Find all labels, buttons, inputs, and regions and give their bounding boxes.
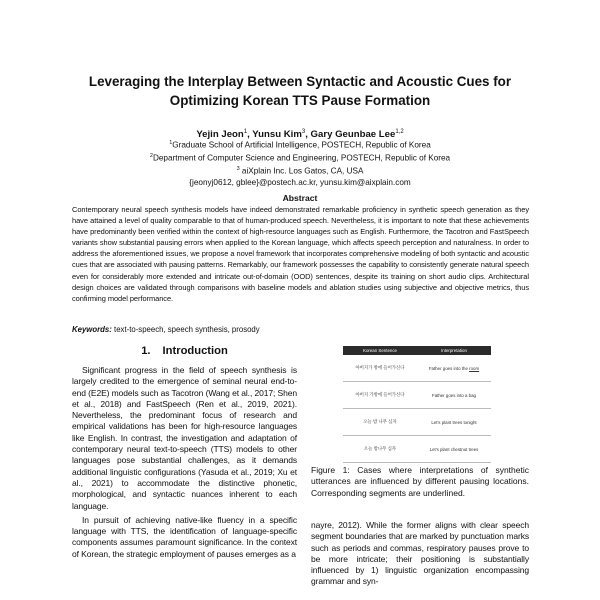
korean-sentence: 아버지가 방에 들어가신다 [343,355,417,382]
figure-row [343,409,491,436]
author-affil-sup: 1 [243,129,248,135]
figure-caption: Figure 1: Cases where interpretations of synthetic utterances are influenced by different pausing locations. Corresponding segments are underlined. [311,465,529,498]
title-line-1: Leveraging the Interplay Between Syntactic and Acoustic Cues for [88,74,512,89]
figure-row [343,382,491,409]
author-name: Yejin Jeon [196,129,244,141]
paper-title [40,72,560,110]
figure-header-row [343,346,491,355]
left-column-text [72,365,297,560]
figure-row [343,436,491,463]
interpretation: Let's plant trees tonight [417,409,491,436]
affiliations [40,138,560,188]
intro-paragraph-2: In pursuit of achieving native-like fluency in a specific language with TTS, the identification of language-specific components assumes paramount significance. In the context of Korean, the strategic employment of pauses emerges as a [72,514,297,559]
keywords-label: Keywords: [72,325,112,334]
affil-sup: 2 [149,153,153,160]
affiliation [40,164,560,177]
section-number: 1. [141,345,151,357]
keywords-text: text-to-speech, speech synthesis, prosody [114,325,260,334]
figure-row [343,355,491,382]
figure-header-left: Korean Sentence [343,346,417,355]
section-heading [72,345,297,357]
interpretation [417,382,491,409]
affil-text: aiXplain Inc. Los Gatos, CA, USA [241,166,364,176]
interp-text: Father goes into a [432,392,469,398]
interp-text: Father goes into the [428,365,470,371]
author-affil-sup: 1,2 [395,129,404,135]
keywords-line [72,325,529,334]
interp-underlined: room [469,365,480,371]
korean-sentence: 오늘 밤 나무 심자 [343,409,417,436]
abstract-heading: Abstract [282,193,318,203]
email-line: {jeonyj0612, gblee}@postech.ac.kr, yunsu.kim@aixplain.com [189,178,411,188]
abstract-text: Contemporary neural speech synthesis models have indeed demonstrated remarkable proficiency in synthetic speech generation as they have attained a level of quality comparable to that of human-produced speech. Nevertheless, it is important to note that these achievements have predominantly been verified within the context of high-resource languages such as English. Furthermore, the Tacotron and FastSpeech variants show substantial pausing errors when applied to the Korean language, which affects speech perception and naturalness. In order to address the aforementioned issues, we propose a novel framework that incorporates comprehensive modeling of both syntactic and acoustic cues that are associated with pausing patterns. Remarkably, our framework possesses the capability to consistently generate natural speech even for considerably more extended and intricate out-of-domain (OOD) sentences, despite its training on short audio clips. Architectural design choices are validated through comparisons with baseline models and ablation studies using subjective and objective metrics, thus confirming model performance. [72,205,529,303]
author-list: Yejin Jeon$^1$, Yunsu Kim$^3$, Gary Geunbae Lee$^{1,2}$ [196,129,404,141]
section-title: Introduction [162,345,228,357]
interpretation: Let's plant chestnut trees [417,436,491,463]
korean-sentence: 오늘 밤나무 심자 [343,436,417,463]
affil-text: Graduate School of Artificial Intelligence, POSTECH, Republic of Korea [172,140,431,150]
right-column-text: nayre, 2012). While the former aligns with clear speech segment boundaries that are marked by punctuation marks such as periods and commas, respiratory pauses prove to be more intricate; their positioning is substantially influenced by 1) linguistic organization encompassing grammar and syn- [311,520,529,587]
figure-table [343,346,491,463]
affiliation [40,151,560,164]
figure-1 [343,346,491,463]
interp-rest: bag [468,392,476,398]
author-name: Gary Geunbae Lee [310,129,396,141]
figure-header-right: Interpretation [417,346,491,355]
affil-sup: 1 [169,140,173,146]
affil-sup: 3 [236,166,240,173]
interpretation [417,355,491,382]
intro-paragraph-1: Significant progress in the field of speech synthesis is largely credited to the emergence of seminal neural end-to-end (E2E) models such as Tacotron (Wang et al., 2017; Shen et al., 2018) and FastSpeech (Ren et al., 2019, 2021). Nevertheless, the predominant focus of research and empirical validations has been for high-resource languages like English. In contrast, the investigation and adaptation of contemporary neural text-to-speech (TTS) models to other languages pose substantial challenges, as it demands additional linguistic configurations (Yasuda et al., 2019; Xu et al., 2021) to accommodate the distinctive phonetic, morphological, and syntactic nuances inherent to each language. [72,365,297,511]
title-line-2: Optimizing Korean TTS Pause Formation [169,93,431,108]
korean-sentence: 아버지 가방에 들어가신다 [343,382,417,409]
affiliation [40,138,560,151]
author-name: Yunsu Kim [252,129,302,141]
author-affil-sup: 3 [301,129,306,135]
affil-text: Department of Computer Science and Engineering, POSTECH, Republic of Korea [152,153,451,163]
